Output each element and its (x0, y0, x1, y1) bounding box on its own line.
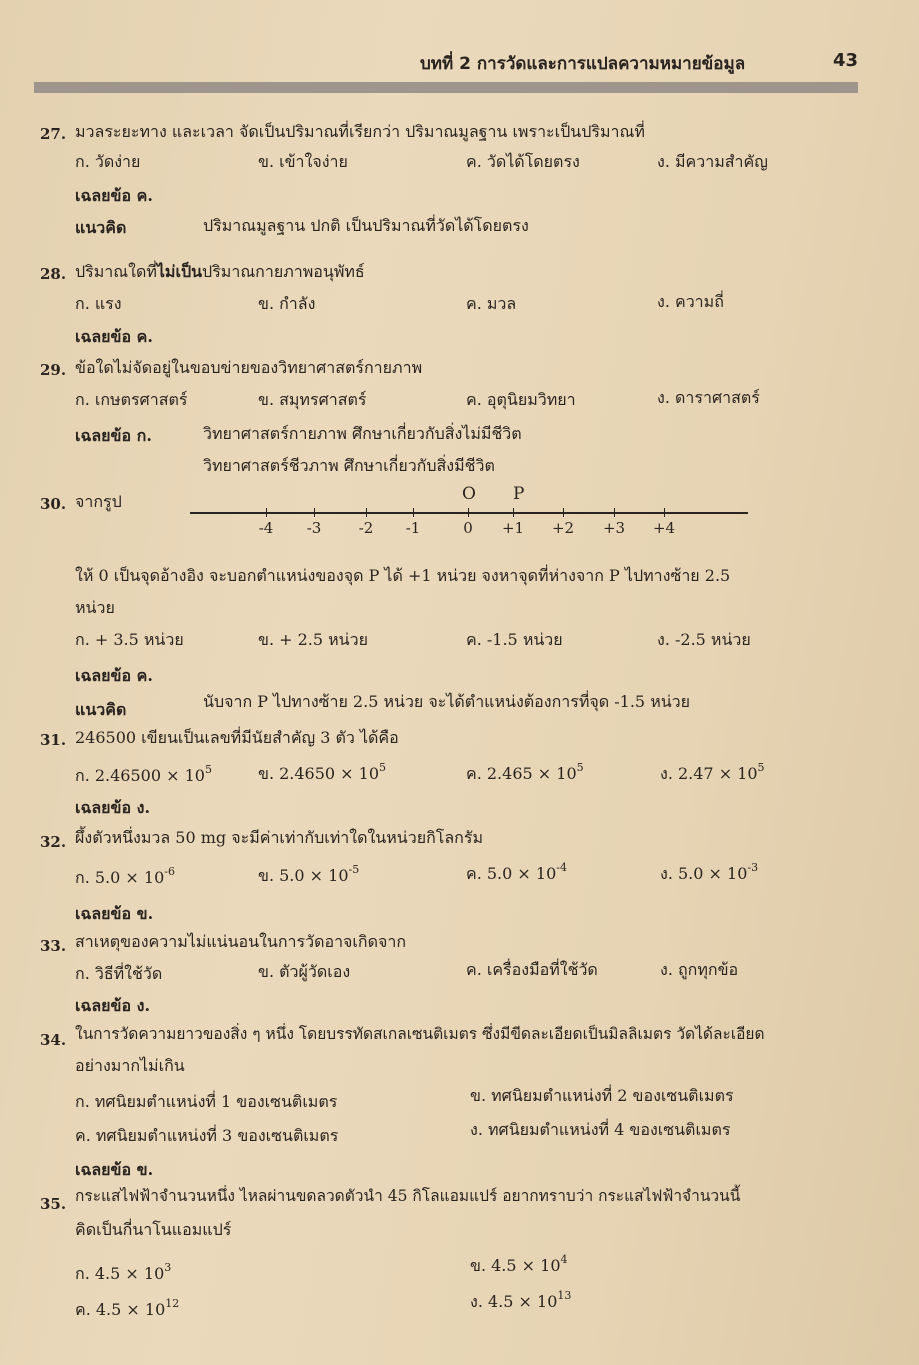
option-a: ก. วิธีที่ใช้วัด (75, 964, 163, 983)
option-d: ง. $4.5 \times 10^{13}$ (470, 1289, 572, 1311)
answer-line (75, 996, 150, 1016)
option-a: ก. + 3.5 หน่วย (75, 630, 184, 649)
question-text: ปริมาณใดที่ไม่เป็นปริมาณกายภาพอนุพัทธ์ (75, 262, 365, 281)
answer-line (75, 798, 150, 818)
question-text: หน่วย (75, 598, 115, 617)
question-number: 28. (40, 265, 67, 283)
note-text: วิทยาศาสตร์กายภาพ ศึกษาเกี่ยวกับสิ่งไม่มีชีวิต (203, 424, 522, 443)
axis-tick (266, 508, 267, 517)
question-text: กระแสไฟฟ้าจำนวนหนึ่ง ไหลผ่านขดลวดตัวนำ 45 กิโลแอมแปร์ อยากทราบว่า กระแสไฟฟ้าจำนวนนี้ (75, 1187, 741, 1205)
answer-value: ง. (136, 798, 151, 817)
question-number: 35. (40, 1195, 67, 1213)
option-d: ง. ถูกทุกข้อ (660, 960, 739, 979)
explanation-label: แนวคิด (75, 700, 127, 719)
question-text: ในการวัดความยาวของสิ่ง ๆ หนึ่ง โดยบรรทัดสเกลเซนติเมตร ซึ่งมีขีดละเอียดเป็นมิลลิเมตร วัดได้ละเอียด (75, 1025, 765, 1043)
option-d: ง. -2.5 หน่วย (657, 630, 751, 649)
option-a: ก. $2.46500 \times 10^5$ (75, 763, 212, 785)
question-text: ให้ 0 เป็นจุดอ้างอิง จะบอกตำแหน่งของจุด P ได้ +1 หน่วย จงหาจุดที่ห่างจาก P ไปทางซ้าย 2.5 (75, 566, 731, 585)
header-rule (34, 82, 858, 93)
option-c: ค. อุตุนิยมวิทยา (466, 390, 576, 409)
option-b: ข. $4.5 \times 10^4$ (470, 1253, 568, 1275)
question-number: 34. (40, 1031, 67, 1049)
axis-tick (314, 508, 315, 517)
option-b: ข. สมุทรศาสตร์ (258, 390, 367, 409)
option-d: ง. ดาราศาสตร์ (657, 388, 760, 407)
answer-label: เฉลยข้อ (75, 1160, 132, 1179)
option-c: ค. -1.5 หน่วย (466, 630, 563, 649)
axis-tick-label: -3 (306, 519, 322, 537)
option-a: ก. $4.5 \times 10^3$ (75, 1261, 172, 1283)
page-number: 43 (833, 50, 859, 71)
axis-tick (614, 508, 615, 517)
axis-tick-label: 0 (463, 519, 473, 537)
option-a: ก. $5.0 \times 10^{-6}$ (75, 865, 175, 887)
question-text: จากรูป (75, 492, 122, 511)
answer-value: ค. (136, 327, 153, 346)
axis-tick-label: -4 (258, 519, 274, 537)
axis-tick-label: +3 (602, 519, 626, 537)
option-b: ข. $2.4650 \times 10^5$ (258, 761, 387, 783)
explanation-text: นับจาก P ไปทางซ้าย 2.5 หน่วย จะได้ตำแหน่งต้องการที่จุด -1.5 หน่วย (203, 692, 691, 711)
answer-label: เฉลยข้อ (75, 327, 132, 346)
option-c: ค. มวล (466, 294, 517, 313)
axis-tick (413, 508, 414, 517)
answer-line (75, 186, 153, 206)
answer-value: ข. (136, 1160, 154, 1179)
option-a: ก. เกษตรศาสตร์ (75, 390, 188, 409)
question-text: 246500 เขียนเป็นเลขที่มีนัยสำคัญ 3 ตัว ได้คือ (75, 728, 399, 747)
question-number: 29. (40, 361, 67, 379)
answer-label: เฉลยข้อ (75, 996, 132, 1015)
option-c: ค. $5.0 \times 10^{-4}$ (466, 861, 567, 883)
question-text: ข้อใดไม่จัดอยู่ในขอบข่ายของวิทยาศาสตร์กายภาพ (75, 358, 423, 377)
question-text: คิดเป็นกี่นาโนแอมแปร์ (75, 1220, 232, 1239)
question-text: อย่างมากไม่เกิน (75, 1056, 185, 1075)
axis-tick-label: -2 (358, 519, 374, 537)
axis-tick (366, 508, 367, 517)
option-b: ข. + 2.5 หน่วย (258, 630, 368, 649)
question-number: 32. (40, 833, 67, 851)
axis-tick (513, 508, 514, 517)
answer-value: ข. (136, 904, 154, 923)
answer-value: ค. (136, 666, 153, 685)
option-b: ข. $5.0 \times 10^{-5}$ (258, 863, 360, 885)
option-c: ค. เครื่องมือที่ใช้วัด (466, 960, 598, 979)
axis-tick (664, 508, 665, 517)
explanation-label: แนวคิด (75, 218, 127, 237)
option-d: ง. มีความสำคัญ (657, 152, 768, 171)
question-text: มวลระยะทาง และเวลา จัดเป็นปริมาณที่เรียกว่า ปริมาณมูลฐาน เพราะเป็นปริมาณที่ (75, 122, 645, 141)
explanation-text: ปริมาณมูลฐาน ปกติ เป็นปริมาณที่วัดได้โดยตรง (203, 216, 529, 235)
option-d: ง. ความถี่ (657, 292, 724, 311)
answer-line (75, 1160, 153, 1180)
question-number: 31. (40, 731, 67, 749)
option-a: ก. วัดง่าย (75, 152, 141, 171)
answer-value: ค. (136, 186, 153, 205)
answer-line (75, 327, 153, 347)
axis-tick-label: +4 (652, 519, 676, 537)
answer-value: ง. (136, 996, 151, 1015)
option-a: ก. แรง (75, 294, 122, 313)
axis-tick-label: +2 (551, 519, 575, 537)
axis-tick-label: +1 (501, 519, 525, 537)
emphasis-text: ไม่เป็น (156, 262, 203, 281)
axis-tick-label: -1 (405, 519, 421, 537)
question-number: 30. (40, 495, 67, 513)
answer-line (75, 904, 153, 924)
question-number: 33. (40, 937, 67, 955)
option-b: ข. เข้าใจง่าย (258, 152, 348, 171)
answer-label: เฉลยข้อ (75, 666, 132, 685)
answer-value: ก. (136, 426, 152, 445)
option-c: ค. วัดได้โดยตรง (466, 152, 580, 171)
answer-label: เฉลยข้อ (75, 186, 132, 205)
question-text: สาเหตุของความไม่แน่นอนในการวัดอาจเกิดจาก (75, 932, 407, 951)
answer-line (75, 666, 153, 686)
option-c: ค. $2.465 \times 10^5$ (466, 761, 584, 783)
question-text: ผึ้งตัวหนึ่งมวล 50 mg จะมีค่าเท่ากับเท่าใดในหน่วยกิโลกรัม (75, 828, 483, 847)
answer-label: เฉลยข้อ (75, 426, 132, 445)
point-o-label: O (462, 484, 476, 504)
option-c: ค. $4.5 \times 10^{12}$ (75, 1297, 180, 1319)
answer-label: เฉลยข้อ (75, 904, 132, 923)
axis-tick (468, 508, 469, 517)
option-d: ง. $2.47 \times 10^5$ (660, 761, 765, 783)
question-number: 27. (40, 125, 67, 143)
option-b: ข. ทศนิยมตำแหน่งที่ 2 ของเซนติเมตร (470, 1086, 734, 1105)
chapter-title: บทที่ 2 การวัดและการแปลความหมายข้อมูล (420, 54, 746, 74)
option-d: ง. $5.0 \times 10^{-3}$ (660, 861, 759, 883)
note-text: วิทยาศาสตร์ชีวภาพ ศึกษาเกี่ยวกับสิ่งมีชีวิต (203, 456, 495, 475)
option-b: ข. กำลัง (258, 294, 316, 313)
axis-tick (563, 508, 564, 517)
option-b: ข. ตัวผู้วัดเอง (258, 962, 351, 981)
answer-line (75, 426, 152, 446)
option-c: ค. ทศนิยมตำแหน่งที่ 3 ของเซนติเมตร (75, 1126, 339, 1145)
option-d: ง. ทศนิยมตำแหน่งที่ 4 ของเซนติเมตร (470, 1120, 731, 1139)
option-a: ก. ทศนิยมตำแหน่งที่ 1 ของเซนติเมตร (75, 1092, 338, 1111)
answer-label: เฉลยข้อ (75, 798, 132, 817)
point-p-label: P (513, 484, 525, 504)
